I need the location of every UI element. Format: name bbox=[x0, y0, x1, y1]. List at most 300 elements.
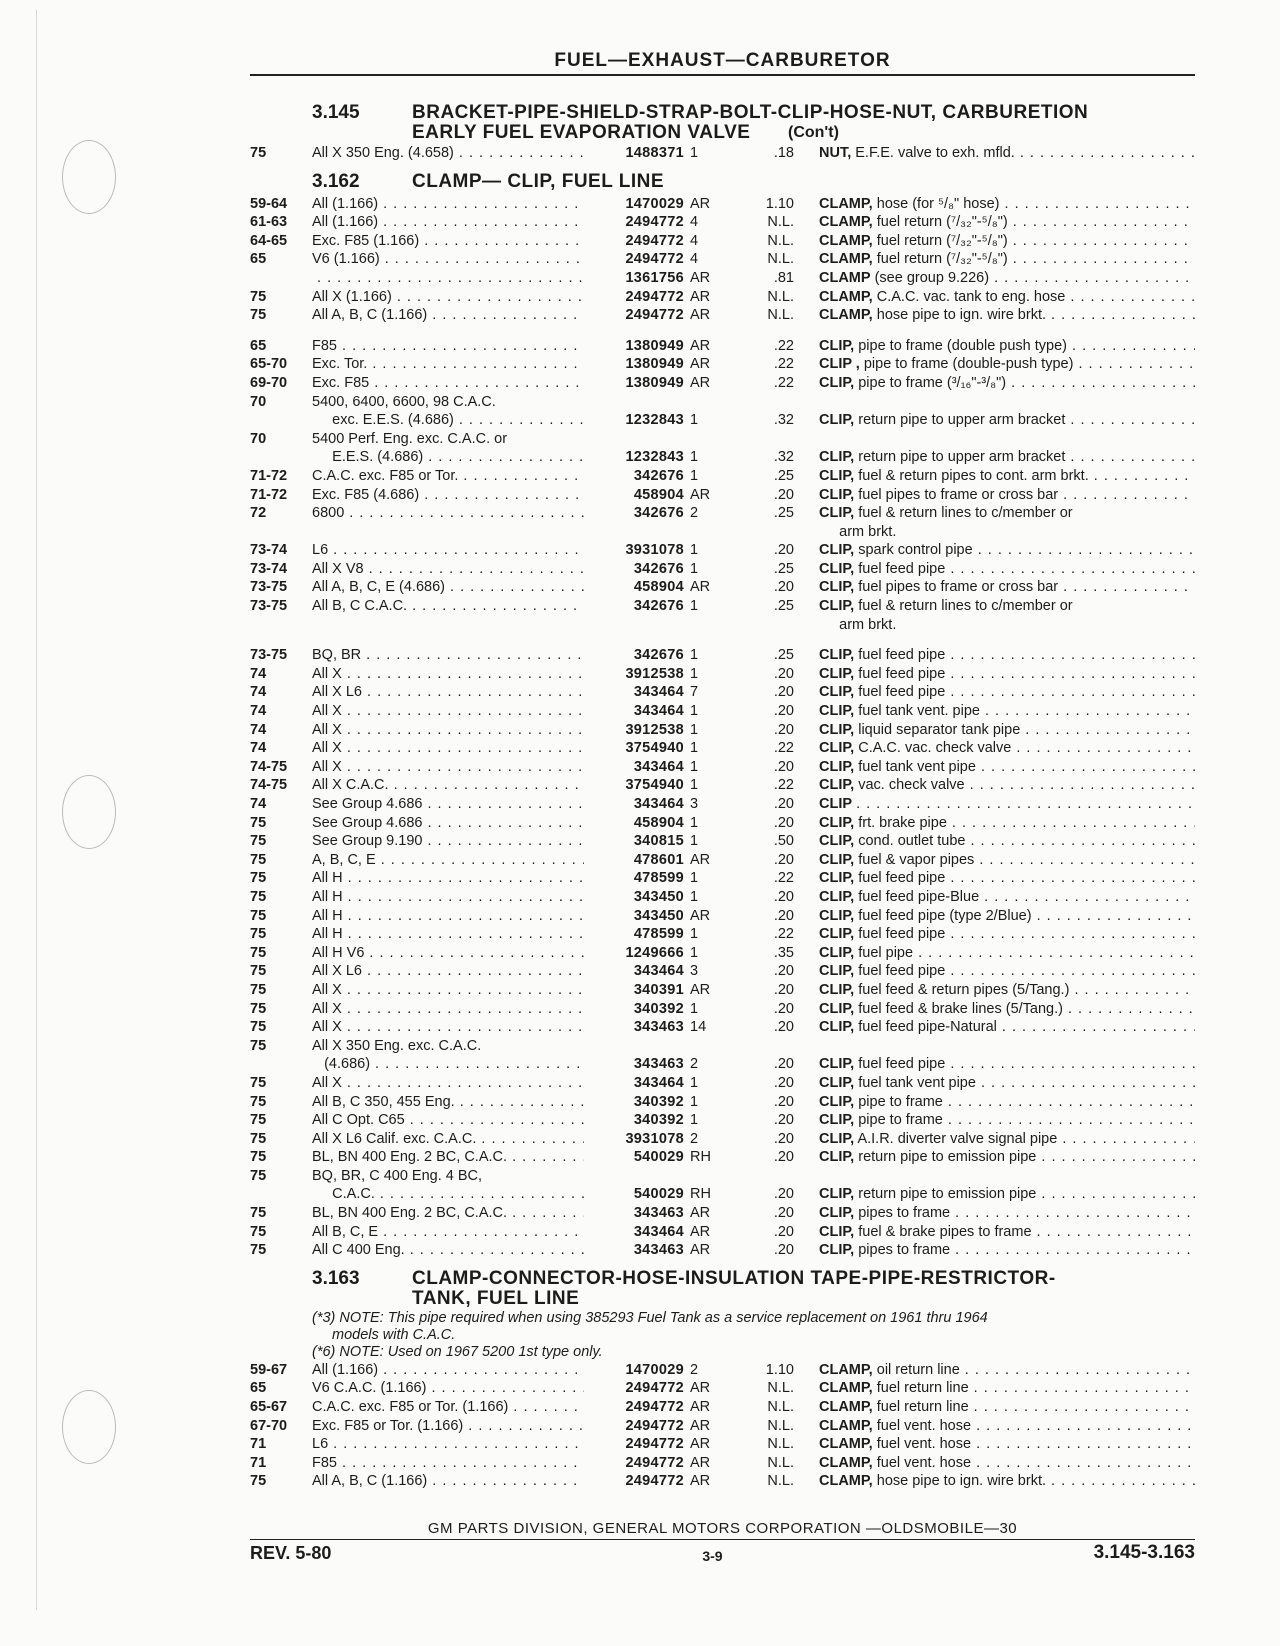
description-keyword: CLIP, bbox=[819, 944, 855, 961]
description-cell bbox=[819, 467, 1195, 486]
description-text: (see group 9.226) . . . bbox=[875, 270, 1195, 286]
quantity-cell: 1 bbox=[690, 598, 699, 615]
year-cell: 75 bbox=[250, 870, 267, 887]
quantity-cell: 1 bbox=[690, 412, 699, 429]
part-number-cell: 343450 bbox=[633, 907, 684, 924]
part-number-cell: 540029 bbox=[633, 1186, 684, 1203]
description-text: oil return line . . . bbox=[877, 1362, 1195, 1378]
section-title-line2: TANK, FUEL LINE bbox=[412, 1287, 580, 1309]
year-cell: 65 bbox=[250, 1380, 267, 1397]
table-row bbox=[250, 776, 1195, 795]
description-text: fuel vent. hose . . . bbox=[877, 1455, 1195, 1471]
model-cell: All X L6 . . . bbox=[312, 683, 584, 702]
description-text: fuel feed pipe-Blue . . . bbox=[858, 889, 1195, 905]
quantity-cell bbox=[684, 523, 734, 542]
model-cell: All X C.A.C. . . . bbox=[312, 776, 584, 795]
table-row bbox=[250, 1472, 1195, 1491]
description-cell bbox=[819, 1185, 1195, 1204]
table-row bbox=[250, 1435, 1195, 1454]
description-keyword: CLIP, bbox=[819, 598, 855, 615]
year-cell: 74-75 bbox=[250, 758, 288, 775]
description-text: A.I.R. diverter valve signal pipe . . . bbox=[857, 1131, 1195, 1147]
description-cell bbox=[819, 814, 1195, 833]
price-cell: .20 bbox=[773, 579, 794, 596]
model-cell: All H . . . bbox=[312, 925, 584, 944]
model-cell: 6800 . . . bbox=[312, 504, 584, 523]
year-cell: 75 bbox=[250, 1223, 267, 1240]
quantity-cell: 3 bbox=[690, 796, 699, 812]
part-number-cell: 2494772 bbox=[625, 1399, 684, 1416]
part-number-cell: 340815 bbox=[633, 833, 684, 850]
description-text: fuel vent. hose . . . bbox=[877, 1418, 1195, 1434]
description-cell bbox=[819, 758, 1195, 777]
model-cell: See Group 9.190 . . . bbox=[312, 832, 584, 851]
quantity-cell: AR bbox=[690, 579, 711, 596]
year-cell: 70 bbox=[250, 393, 267, 410]
quantity-cell: AR bbox=[690, 269, 711, 286]
part-number-cell: 343464 bbox=[633, 796, 684, 812]
description-text: fuel feed pipe . . . bbox=[858, 870, 1195, 886]
description-text: cond. outlet tube . . . bbox=[858, 833, 1195, 849]
table-row bbox=[250, 1379, 1195, 1398]
description-text: pipes to frame . . . bbox=[858, 1242, 1195, 1258]
price-cell: .20 bbox=[773, 1223, 794, 1240]
table-row bbox=[250, 337, 1195, 356]
description-cell bbox=[819, 869, 1195, 888]
model-cell bbox=[312, 269, 584, 288]
year-cell: 75 bbox=[250, 963, 267, 980]
table-row bbox=[250, 758, 1195, 777]
section-number: 3.163 bbox=[312, 1267, 360, 1289]
description-text: fuel tank vent pipe . . . bbox=[858, 759, 1195, 775]
description-text: fuel feed & brake lines (5/Tang.) . . . bbox=[858, 1001, 1195, 1017]
description-keyword: CLIP, bbox=[819, 337, 855, 354]
description-cell bbox=[819, 597, 1195, 616]
year-cell bbox=[250, 1185, 312, 1204]
table-row bbox=[250, 523, 1195, 542]
price-cell: 1.10 bbox=[765, 195, 794, 212]
year-cell: 75 bbox=[250, 833, 267, 850]
description-cell bbox=[819, 355, 1195, 374]
part-number-cell: 342676 bbox=[633, 598, 684, 615]
description-cell bbox=[819, 907, 1195, 926]
description-keyword: CLIP, bbox=[819, 1056, 855, 1073]
description-text: pipe to frame . . . bbox=[858, 1094, 1195, 1110]
description-keyword: CLIP, bbox=[819, 579, 855, 596]
description-text: fuel return line . . . bbox=[877, 1399, 1195, 1415]
table-row bbox=[250, 702, 1195, 721]
quantity-cell: RH bbox=[690, 1149, 711, 1166]
table-row bbox=[250, 430, 1195, 449]
year-cell: 71-72 bbox=[250, 486, 288, 503]
price-cell: N.L. bbox=[767, 251, 794, 268]
price-cell: .20 bbox=[773, 1112, 794, 1129]
quantity-cell: AR bbox=[690, 981, 711, 998]
description-keyword: CLIP, bbox=[819, 1223, 855, 1240]
price-cell: .18 bbox=[773, 145, 794, 161]
table-row bbox=[250, 411, 1195, 430]
price-cell: .20 bbox=[773, 981, 794, 998]
year-cell: 75 bbox=[250, 1112, 267, 1129]
description-cell bbox=[819, 1379, 1195, 1398]
description-cell bbox=[819, 851, 1195, 870]
description-cell bbox=[819, 250, 1195, 269]
part-number-cell: 342676 bbox=[633, 505, 684, 522]
quantity-cell: 1 bbox=[690, 145, 699, 161]
description-keyword: CLAMP, bbox=[819, 1380, 873, 1397]
part-number-cell: 2494772 bbox=[625, 307, 684, 324]
quantity-cell: 1 bbox=[690, 1074, 699, 1091]
year-cell: 73-74 bbox=[250, 542, 288, 559]
year-cell: 75 bbox=[250, 1473, 267, 1490]
description-text: fuel pipe . . . bbox=[858, 945, 1195, 961]
model-cell: V6 C.A.C. (1.166) . . . bbox=[312, 1379, 584, 1398]
description-text: fuel return (⁷/₃₂"-⁵/₈") . . . bbox=[877, 251, 1195, 267]
section-heading bbox=[250, 171, 1195, 193]
description-text: fuel & vapor pipes . . . bbox=[858, 852, 1195, 868]
price-cell: .20 bbox=[773, 1074, 794, 1091]
part-number-cell: 1380949 bbox=[625, 374, 684, 391]
model-cell: A, B, C, E . . . bbox=[312, 851, 584, 870]
description-text: fuel & return lines to c/member or bbox=[858, 505, 1073, 522]
model-cell: Exc. F85 (1.166) . . . bbox=[312, 232, 584, 251]
description-cell bbox=[819, 776, 1195, 795]
price-cell: .25 bbox=[773, 647, 794, 664]
description-text: fuel feed pipe . . . bbox=[858, 684, 1195, 700]
description-cell bbox=[819, 1148, 1195, 1167]
description-text: pipe to frame (double-push type) . . . bbox=[864, 356, 1195, 372]
part-number-cell: 3931078 bbox=[625, 542, 684, 559]
description-cell bbox=[819, 1000, 1195, 1019]
price-cell: .22 bbox=[773, 356, 794, 373]
table-row bbox=[250, 1185, 1195, 1204]
quantity-cell: AR bbox=[690, 1399, 711, 1416]
quantity-cell: 1 bbox=[690, 467, 699, 484]
description-cell bbox=[819, 646, 1195, 665]
year-cell: 69-70 bbox=[250, 374, 288, 391]
table-row bbox=[250, 1361, 1195, 1380]
table-row bbox=[250, 355, 1195, 374]
description-keyword: CLIP, bbox=[819, 740, 855, 757]
price-cell: .25 bbox=[773, 505, 794, 522]
quantity-cell: AR bbox=[690, 1417, 711, 1434]
price-cell: .20 bbox=[773, 684, 794, 701]
description-text: fuel feed pipe-Natural . . . bbox=[858, 1019, 1195, 1035]
description-text: pipe to frame (double push type) . . . bbox=[858, 338, 1195, 354]
year-cell: 75 bbox=[250, 851, 267, 868]
description-text: frt. brake pipe . . . bbox=[858, 815, 1195, 831]
table-row bbox=[250, 851, 1195, 870]
table-row bbox=[250, 1241, 1195, 1260]
quantity-cell: 1 bbox=[690, 814, 699, 831]
model-cell: L6 . . . bbox=[312, 1435, 584, 1454]
year-cell: 74 bbox=[250, 703, 267, 720]
description-cell bbox=[819, 702, 1195, 721]
table-row bbox=[250, 665, 1195, 684]
model-cell: BL, BN 400 Eng. 2 BC, C.A.C. . . . bbox=[312, 1204, 584, 1223]
section-title: CLAMP— CLIP, FUEL LINE bbox=[412, 170, 665, 192]
description-keyword: CLIP, bbox=[819, 449, 855, 466]
quantity-cell: AR bbox=[690, 356, 711, 373]
part-number-cell: 340392 bbox=[633, 1112, 684, 1129]
section-note bbox=[312, 1310, 1195, 1344]
price-cell: .20 bbox=[773, 907, 794, 924]
description-keyword: CLIP, bbox=[819, 907, 855, 924]
description-text: pipe to frame (³/₁₆"-³/₈") . . . bbox=[858, 375, 1195, 391]
part-number-cell: 478601 bbox=[633, 851, 684, 868]
description-cell bbox=[819, 1472, 1195, 1491]
description-keyword: CLIP, bbox=[819, 1242, 855, 1259]
part-number-cell: 1488371 bbox=[625, 145, 684, 161]
part-number-cell: 1470029 bbox=[625, 195, 684, 212]
price-cell: N.L. bbox=[767, 307, 794, 324]
row-spacer bbox=[250, 634, 1195, 646]
model-cell: BL, BN 400 Eng. 2 BC, C.A.C. . . . bbox=[312, 1148, 584, 1167]
year-cell: 75 bbox=[250, 926, 267, 943]
part-number-cell: 2494772 bbox=[625, 1417, 684, 1434]
description-cell bbox=[819, 1111, 1195, 1130]
part-number-cell: 2494772 bbox=[625, 214, 684, 231]
description-keyword: CLIP, bbox=[819, 1019, 855, 1036]
table-row bbox=[250, 683, 1195, 702]
year-cell: 75 bbox=[250, 1149, 267, 1166]
price-cell: N.L. bbox=[767, 214, 794, 231]
model-cell: See Group 4.686 . . . bbox=[312, 814, 584, 833]
description-cell bbox=[819, 1055, 1195, 1074]
year-cell: 73-75 bbox=[250, 598, 288, 615]
description-keyword: CLIP, bbox=[819, 665, 855, 682]
description-keyword: CLAMP, bbox=[819, 1473, 873, 1490]
description-keyword: CLIP bbox=[819, 796, 853, 812]
description-keyword: CLIP, bbox=[819, 926, 855, 943]
model-cell: All A, B, C, E (4.686) . . . bbox=[312, 578, 584, 597]
model-cell: All A, B, C (1.166) . . . bbox=[312, 306, 584, 325]
description-cell bbox=[819, 665, 1195, 684]
part-number-cell: 1470029 bbox=[625, 1361, 684, 1378]
model-cell: All (1.166) . . . bbox=[312, 213, 584, 232]
model-cell: All B, C C.A.C. . . . bbox=[312, 597, 584, 616]
model-cell: Exc. Tor. . . . bbox=[312, 355, 584, 374]
model-cell: All X . . . bbox=[312, 739, 584, 758]
part-number-cell: 343450 bbox=[633, 888, 684, 905]
year-cell: 71 bbox=[250, 1436, 267, 1453]
description-text: hose (for ⁵/₈" hose) . . . bbox=[877, 196, 1195, 212]
description-text bbox=[856, 796, 1195, 812]
quantity-cell: AR bbox=[690, 1473, 711, 1490]
description-text: liquid separator tank pipe . . . bbox=[858, 722, 1195, 738]
price-cell: .20 bbox=[773, 665, 794, 682]
quantity-cell: 2 bbox=[690, 1130, 699, 1147]
model-cell: C.A.C. exc. F85 or Tor. . . . bbox=[312, 467, 584, 486]
quantity-cell: AR bbox=[690, 1223, 711, 1240]
part-number-cell: 343463 bbox=[633, 1019, 684, 1036]
description-text: C.A.C. vac. check valve . . . bbox=[858, 740, 1195, 756]
quantity-cell: 1 bbox=[690, 449, 699, 466]
price-cell: N.L. bbox=[767, 232, 794, 249]
description-cell bbox=[819, 1093, 1195, 1112]
part-number-cell: 478599 bbox=[633, 870, 684, 887]
part-number-cell: 2494772 bbox=[625, 1380, 684, 1397]
table-row bbox=[250, 1055, 1195, 1074]
table-row bbox=[250, 907, 1195, 926]
binder-hole-middle bbox=[62, 775, 116, 849]
model-cell: All X . . . bbox=[312, 702, 584, 721]
quantity-cell: 3 bbox=[690, 963, 699, 980]
part-number-cell: 458904 bbox=[633, 814, 684, 831]
description-keyword: CLIP, bbox=[819, 870, 855, 887]
year-cell bbox=[250, 448, 312, 467]
price-cell: .20 bbox=[773, 814, 794, 831]
description-cell bbox=[819, 1417, 1195, 1436]
description-keyword: CLAMP, bbox=[819, 307, 873, 324]
description-text: fuel & brake pipes to frame . . . bbox=[858, 1224, 1195, 1240]
description-cell bbox=[819, 144, 1195, 163]
binder-hole-top bbox=[62, 140, 116, 214]
model-cell: L6 . . . bbox=[312, 541, 584, 560]
quantity-cell: 1 bbox=[690, 740, 699, 757]
description-cell bbox=[819, 1018, 1195, 1037]
part-number-cell: 1232843 bbox=[625, 449, 684, 466]
model-cell bbox=[312, 523, 584, 542]
description-cell bbox=[819, 1361, 1195, 1380]
price-cell: N.L. bbox=[767, 1380, 794, 1397]
quantity-cell: 4 bbox=[690, 214, 699, 231]
model-cell: F85 . . . bbox=[312, 337, 584, 356]
part-number-cell: 458904 bbox=[633, 486, 684, 503]
model-cell: All X 350 Eng. exc. C.A.C. bbox=[312, 1037, 482, 1054]
table-row bbox=[250, 1018, 1195, 1037]
table-row bbox=[250, 869, 1195, 888]
price-cell: .35 bbox=[773, 944, 794, 961]
model-cell: All X L6 . . . bbox=[312, 962, 584, 981]
year-cell: 75 bbox=[250, 944, 267, 961]
description-keyword: CLIP, bbox=[819, 1074, 855, 1091]
description-keyword: CLAMP, bbox=[819, 288, 873, 305]
description-text: fuel tank vent pipe . . . bbox=[858, 1075, 1195, 1091]
year-cell: 75 bbox=[250, 1019, 267, 1036]
section-note bbox=[312, 1344, 1195, 1361]
part-number-cell: 1361756 bbox=[625, 269, 684, 286]
table-row bbox=[250, 1417, 1195, 1436]
description-keyword: CLAMP, bbox=[819, 232, 873, 249]
price-cell: N.L. bbox=[767, 288, 794, 305]
description-text: fuel feed pipe . . . bbox=[858, 963, 1195, 979]
description-keyword: CLAMP, bbox=[819, 251, 873, 268]
model-cell: C.A.C. . . . bbox=[312, 1185, 584, 1204]
description-keyword: CLIP, bbox=[819, 1186, 855, 1203]
table-row bbox=[250, 1000, 1195, 1019]
table-row bbox=[250, 1111, 1195, 1130]
description-keyword: CLIP, bbox=[819, 684, 855, 701]
part-number-cell: 3931078 bbox=[625, 1130, 684, 1147]
part-number-cell: 340391 bbox=[633, 981, 684, 998]
description-cell bbox=[819, 739, 1195, 758]
part-number-cell: 1232843 bbox=[625, 412, 684, 429]
price-cell: .22 bbox=[773, 740, 794, 757]
section-title: CLAMP-CONNECTOR-HOSE-INSULATION TAPE-PIPE-RESTRICTOR- bbox=[412, 1267, 1056, 1289]
table-row bbox=[250, 925, 1195, 944]
description-cell bbox=[819, 306, 1195, 325]
year-cell: 75 bbox=[250, 1037, 267, 1054]
model-cell: All X . . . bbox=[312, 665, 584, 684]
price-cell: N.L. bbox=[767, 1473, 794, 1490]
price-cell bbox=[734, 523, 819, 542]
quantity-cell: RH bbox=[690, 1186, 711, 1203]
description-cell bbox=[819, 1204, 1195, 1223]
description-cell bbox=[819, 504, 1195, 523]
year-cell: 71-72 bbox=[250, 467, 288, 484]
model-cell: Exc. F85 or Tor. (1.166) . . . bbox=[312, 1417, 584, 1436]
quantity-cell: 4 bbox=[690, 251, 699, 268]
description-text: fuel return line . . . bbox=[877, 1380, 1195, 1396]
page-footer bbox=[250, 1520, 1195, 1564]
description-cell bbox=[819, 213, 1195, 232]
price-cell: .20 bbox=[773, 703, 794, 720]
description-keyword: CLIP, bbox=[819, 647, 855, 664]
price-cell: .50 bbox=[773, 833, 794, 850]
description-keyword: CLIP, bbox=[819, 851, 855, 868]
price-cell: .22 bbox=[773, 777, 794, 794]
description-cell bbox=[819, 486, 1195, 505]
year-cell: 74 bbox=[250, 796, 267, 812]
quantity-cell: 1 bbox=[690, 870, 699, 887]
table-row bbox=[250, 393, 1195, 412]
model-cell: All B, C 350, 455 Eng. . . . bbox=[312, 1093, 584, 1112]
model-cell: F85 . . . bbox=[312, 1454, 584, 1473]
description-keyword: CLIP, bbox=[819, 1149, 855, 1166]
description-cell: arm brkt. bbox=[819, 523, 897, 540]
model-cell: All X . . . bbox=[312, 1000, 584, 1019]
table-row bbox=[250, 467, 1195, 486]
model-cell: All C 400 Eng. . . . bbox=[312, 1241, 584, 1260]
model-cell: All X L6 Calif. exc. C.A.C. . . . bbox=[312, 1130, 584, 1149]
price-cell: .20 bbox=[773, 888, 794, 905]
description-keyword: CLIP, bbox=[819, 1130, 855, 1147]
quantity-cell: 1 bbox=[690, 647, 699, 664]
quantity-cell: AR bbox=[690, 1205, 711, 1222]
year-cell: 75 bbox=[250, 888, 267, 905]
description-keyword: CLIP, bbox=[819, 467, 855, 484]
price-cell bbox=[734, 616, 819, 635]
description-keyword: CLIP, bbox=[819, 777, 855, 794]
footer-revision: REV. 5-80 bbox=[250, 1543, 332, 1563]
price-cell: .81 bbox=[773, 269, 794, 286]
part-number-cell: 343464 bbox=[633, 684, 684, 701]
description-text: pipes to frame . . . bbox=[858, 1205, 1195, 1221]
description-text: pipe to frame . . . bbox=[858, 1112, 1195, 1128]
description-cell bbox=[819, 448, 1195, 467]
part-number-cell: 343463 bbox=[633, 1056, 684, 1073]
table-row bbox=[250, 560, 1195, 579]
description-cell bbox=[819, 337, 1195, 356]
table-row bbox=[250, 1167, 1195, 1186]
price-cell: .32 bbox=[773, 449, 794, 466]
year-cell: 74 bbox=[250, 684, 267, 701]
price-cell: .20 bbox=[773, 1130, 794, 1147]
table-row bbox=[250, 814, 1195, 833]
description-text: fuel feed pipe . . . bbox=[858, 666, 1195, 682]
year-cell: 75 bbox=[250, 1074, 267, 1091]
description-cell bbox=[819, 578, 1195, 597]
year-cell: 75 bbox=[250, 145, 267, 161]
table-row bbox=[250, 616, 1195, 635]
part-number-cell: 343464 bbox=[633, 1074, 684, 1091]
year-cell: 75 bbox=[250, 1242, 267, 1259]
description-text: C.A.C. vac. tank to eng. hose . . . bbox=[877, 289, 1195, 305]
quantity-cell: AR bbox=[690, 907, 711, 924]
year-cell: 75 bbox=[250, 307, 267, 324]
part-number-cell: 340392 bbox=[633, 1093, 684, 1110]
